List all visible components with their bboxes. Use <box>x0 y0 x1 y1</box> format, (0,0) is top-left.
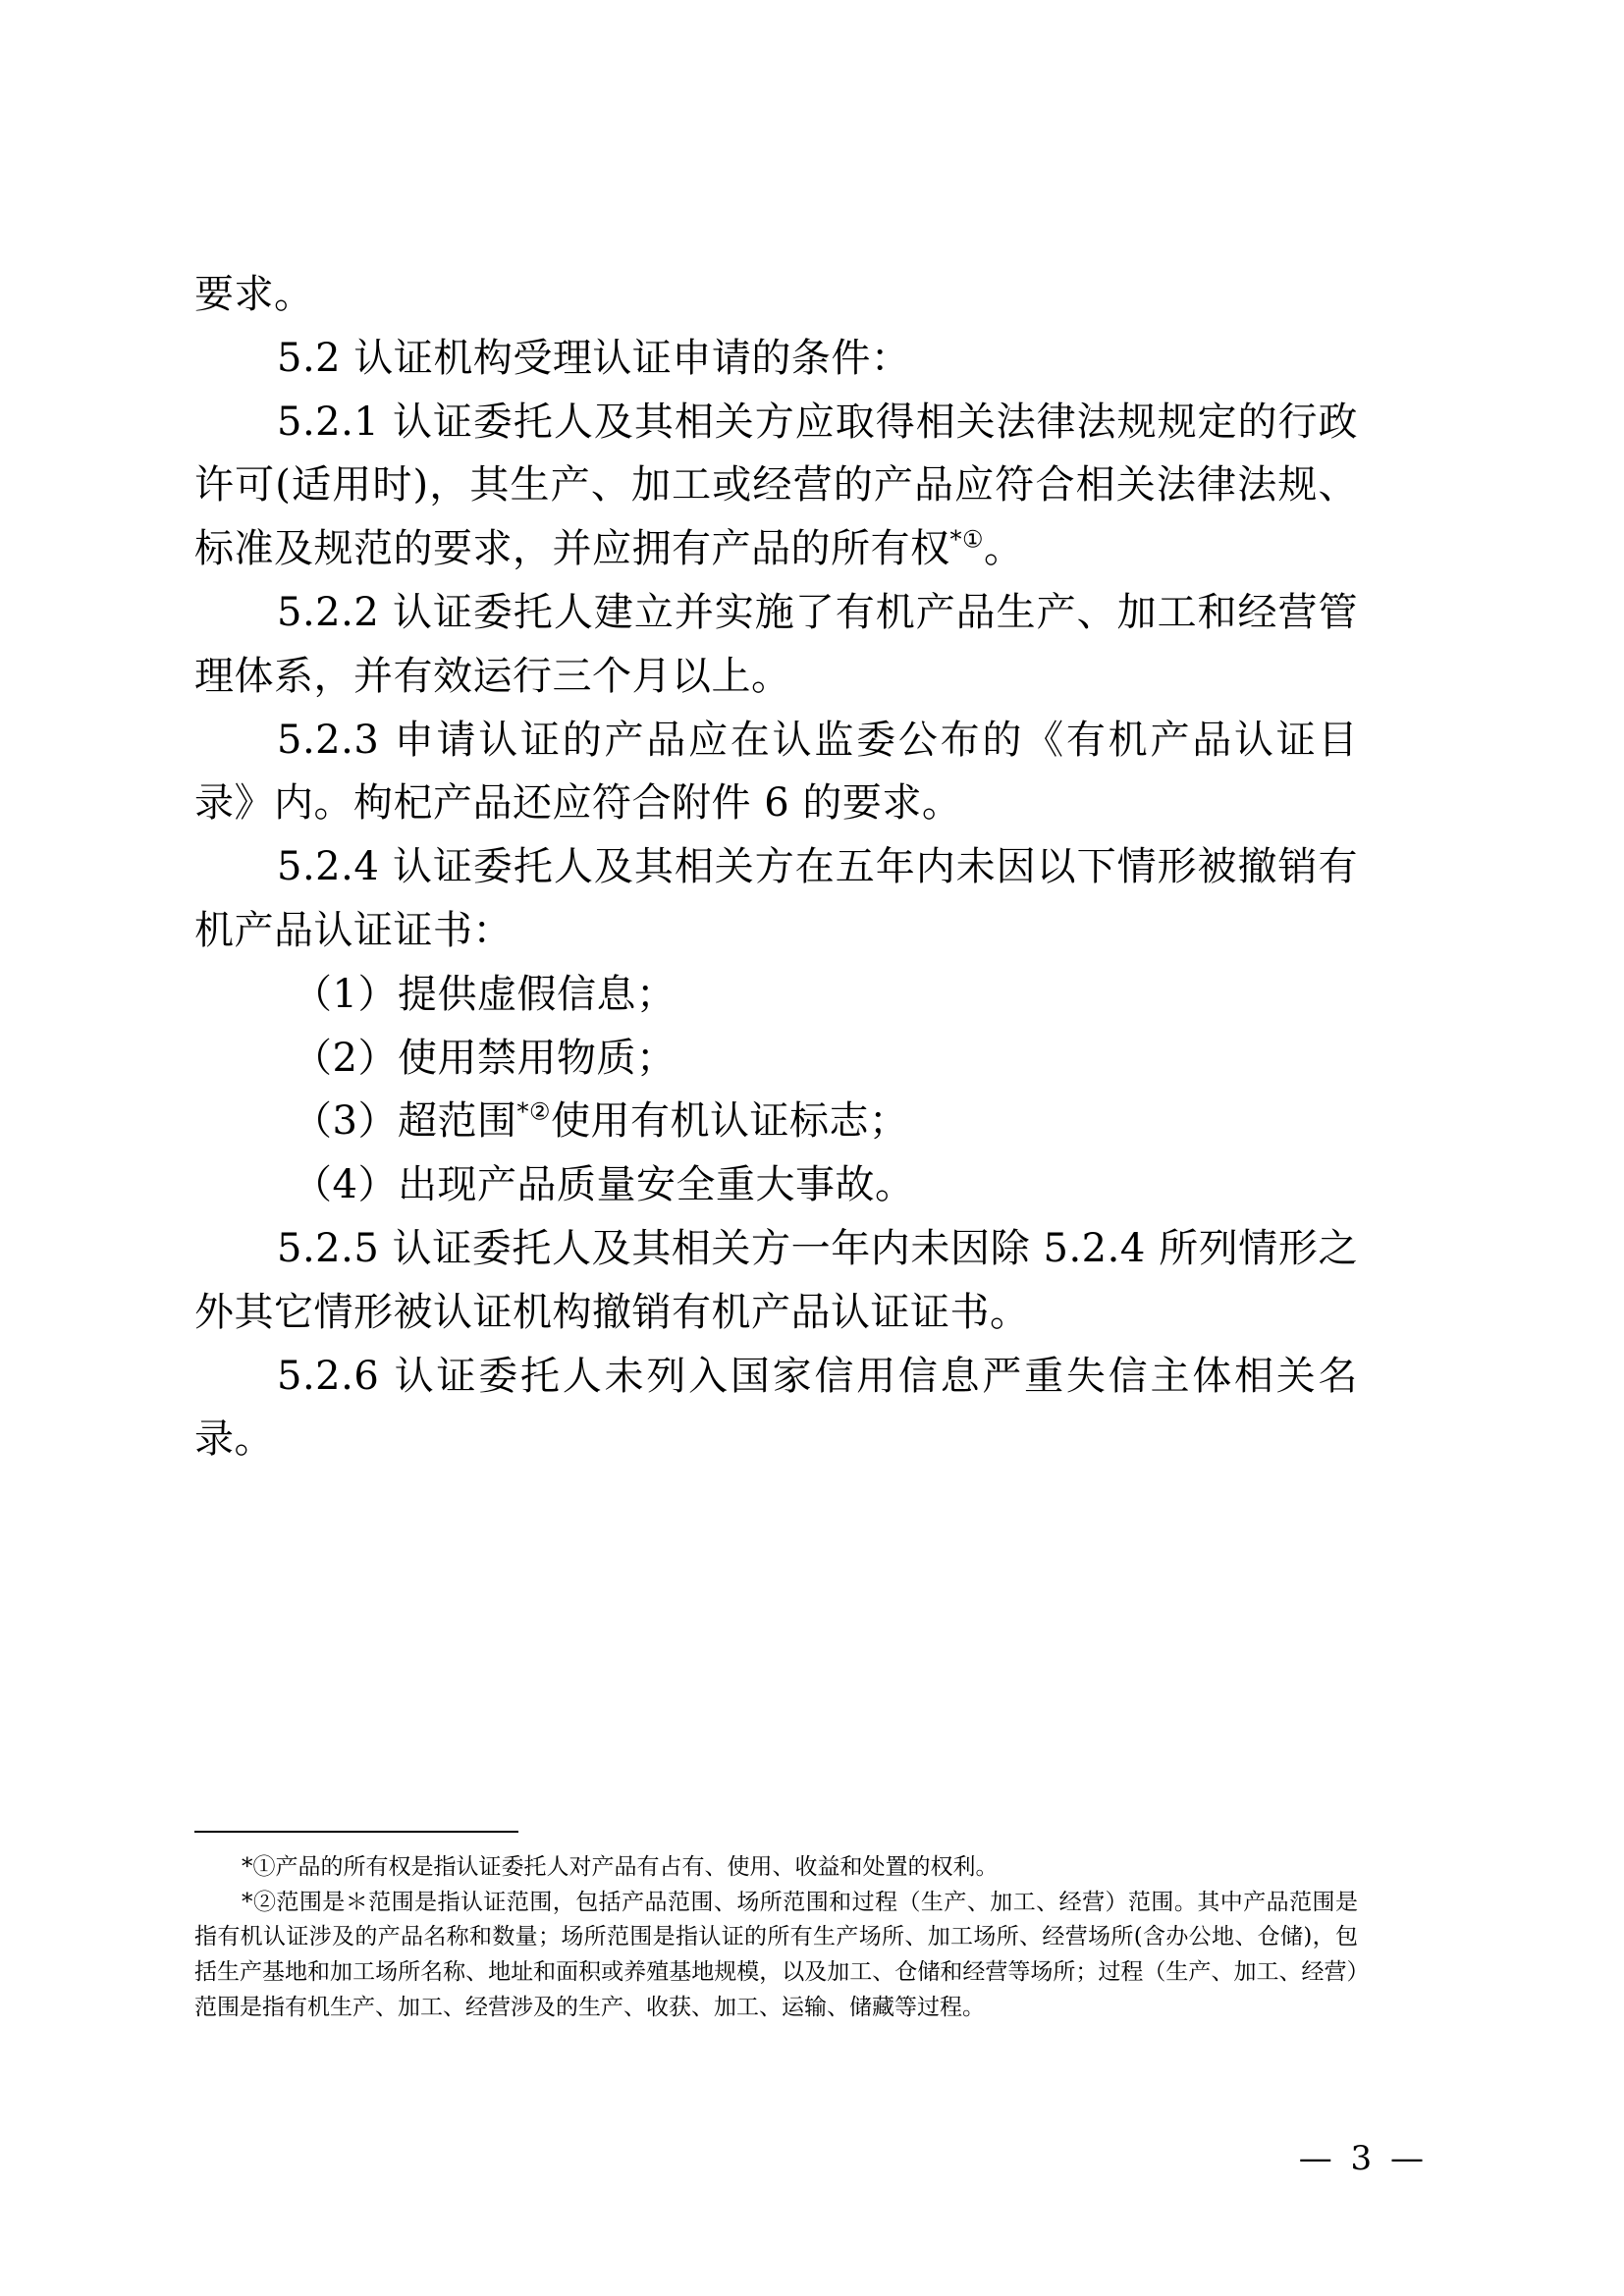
paragraph-5-2-1 <box>194 391 1358 581</box>
page-number: — 3 — <box>1298 2139 1428 2178</box>
paragraph-5-2-6 <box>194 1345 1358 1472</box>
footnote-1: *①产品的所有权是指认证委托人对产品有占有、使用、收益和处置的权利。 <box>242 1854 999 1880</box>
list-item-text-tail: 使用有机认证标志； <box>550 1098 909 1145</box>
list-item-text: （3）超范围 <box>293 1098 517 1145</box>
paragraph-text: 5.2.4 认证委托人及其相关方在五年内未因以下情形被撤销有机产品认证证书： <box>194 844 1358 953</box>
paragraph-text: 5.2.6 认证委托人未列入国家信用信息严重失信主体相关名录。 <box>194 1353 1358 1463</box>
paragraph-5-2-5 <box>194 1217 1358 1345</box>
paragraph-text: 5.2 认证机构受理认证申请的条件： <box>277 335 911 381</box>
list-item-3 <box>194 1090 1358 1153</box>
list-item-text: （4）出现产品质量安全重大事故。 <box>293 1162 915 1208</box>
paragraph-text: 要求。 <box>194 272 314 317</box>
paragraph-5-2 <box>194 327 1358 391</box>
paragraph-text: 5.2.5 认证委托人及其相关方一年内未因除 5.2.4 所列情形之外其它情形被认证机构撤销有机产品认证证书。 <box>194 1225 1358 1335</box>
paragraph-5-2-4 <box>194 835 1358 963</box>
list-item-4 <box>194 1153 1358 1217</box>
footnote-separator-rule <box>194 1831 518 1833</box>
footnote-2: *②范围是＊范围是指认证范围，包括产品范围、场所范围和过程（生产、加工、经营）范围。其中产品范围是指有机认证涉及的产品名称和数量；场所范围是指认证的所有生产场所、加工场所、经营场所(含办公地、仓储)，包括生产基地和加工场所名称、地址和面积或养殖基地规模，以及加工、仓储和经营等场所；过程（生产、加工、经营）范围是指有机生产、加工、经营涉及的生产、收获、加工、运输、储藏等过程。 <box>194 1889 1358 2020</box>
paragraph-text: 5.2.1 认证委托人及其相关方应取得相关法律法规规定的行政许可(适用时)，其生产、加工或经营的产品应符合相关法律法规、标准及规范的要求，并应拥有产品的所有权 <box>194 399 1358 572</box>
paragraph-5-2-3 <box>194 709 1358 836</box>
footnote-section <box>194 1831 1358 2025</box>
document-body <box>194 263 1358 1471</box>
list-item-2 <box>194 1027 1358 1091</box>
footnote-marker-1: *① <box>949 525 985 554</box>
paragraph-text: 5.2.2 认证委托人建立并实施了有机产品生产、加工和经营管理体系，并有效运行三个月以上。 <box>194 589 1358 699</box>
footnote-marker-2: *② <box>516 1098 551 1127</box>
list-item-text: （2）使用禁用物质； <box>293 1035 677 1081</box>
list-item-1 <box>194 963 1358 1027</box>
paragraph-text-tail: 。 <box>984 526 1024 572</box>
list-item-text: （1）提供虚假信息； <box>293 971 677 1017</box>
paragraph-text: 5.2.3 申请认证的产品应在认监委公布的《有机产品认证目录》内。枸杞产品还应符合附件 6 的要求。 <box>194 717 1358 827</box>
paragraph-5-2-2 <box>194 581 1358 709</box>
paragraph-continuation <box>194 263 1358 327</box>
